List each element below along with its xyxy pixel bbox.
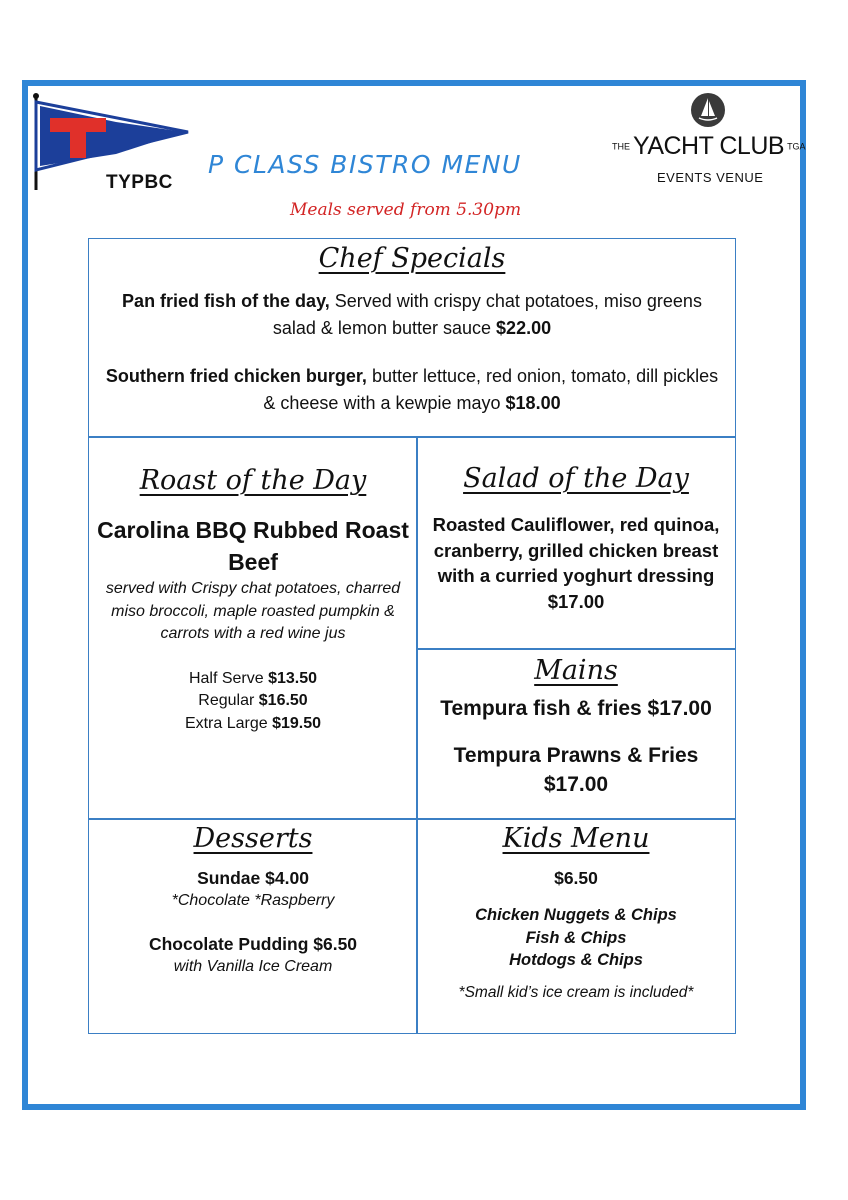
desserts-section <box>88 818 418 1034</box>
kids-item: Hotdogs & Chips <box>509 951 643 969</box>
roast-section <box>88 436 418 820</box>
chef-item-desc: Served with crispy chat potatoes, miso greens <box>334 291 702 311</box>
chef-item-2 <box>89 363 735 417</box>
salad-heading: Salad of the Day <box>463 463 689 494</box>
roast-desc: miso broccoli, maple roasted pumpkin & <box>111 602 395 620</box>
mains-section <box>416 648 736 820</box>
kids-items <box>417 904 735 972</box>
salad-section <box>416 436 736 650</box>
yacht-club-name <box>612 132 806 161</box>
roast-desc: carrots with a red wine jus <box>160 625 346 642</box>
kids-section <box>416 818 736 1034</box>
chef-item-desc: butter lettuce, red onion, tomato, dill pickles <box>371 366 719 386</box>
yc-main: YACHT CLUB <box>633 132 785 160</box>
mains-item: $17.00 <box>543 773 609 796</box>
kids-note: *Small kid’s ice cream is included* <box>458 983 694 1001</box>
kids-price: $6.50 <box>554 868 598 888</box>
dessert-item: Chocolate Pudding $6.50 <box>148 934 358 954</box>
chef-item-price: $22.00 <box>496 318 552 338</box>
menu-grid <box>88 238 740 1034</box>
kids-item: Chicken Nuggets & Chips <box>475 906 677 924</box>
salad-price: $17.00 <box>547 590 605 612</box>
salad-desc: Roasted Cauliflower, red quinoa, cranberry, grilled chicken breast with a curried yoghurt dressing $17.00 <box>417 512 735 614</box>
roast-desc: served with Crispy chat potatoes, charred <box>105 580 401 597</box>
sailboat-icon <box>690 92 726 128</box>
chef-specials-section <box>88 238 736 438</box>
mains-heading: Mains <box>534 655 618 686</box>
yc-tga: TGA <box>787 141 806 152</box>
chef-item-desc: salad & lemon butter sauce <box>272 318 492 338</box>
chef-item-1 <box>89 288 735 342</box>
events-venue: EVENTS VENUE <box>657 170 764 185</box>
roast-name: Beef <box>228 549 278 575</box>
club-code: TYPBC <box>106 172 173 193</box>
dessert-desc: *Chocolate *Raspberry <box>171 892 335 909</box>
dessert-item: Sundae $4.00 <box>197 868 309 888</box>
desserts-heading: Desserts <box>193 823 313 854</box>
mains-item: Tempura fish & fries $17.00 <box>440 697 712 720</box>
roast-heading: Roast of the Day <box>139 465 367 496</box>
dessert-desc: with Vanilla Ice Cream <box>173 958 333 975</box>
roast-price-line: Half Serve $13.50 <box>188 669 318 687</box>
mains-item: Tempura Prawns & Fries <box>453 744 699 767</box>
chef-item-price: $18.00 <box>505 393 561 413</box>
roast-price-line: Regular $16.50 <box>198 692 308 709</box>
roast-price-line: Extra Large $19.50 <box>184 714 322 732</box>
kids-heading: Kids Menu <box>502 823 650 854</box>
chef-specials-heading: Chef Specials <box>318 243 506 274</box>
roast-prices <box>89 668 417 736</box>
roast-name: Carolina BBQ Rubbed Roast <box>97 517 409 543</box>
page-title: P CLASS BISTRO MENU <box>208 150 522 179</box>
chef-item-desc: & cheese with a kewpie mayo <box>263 393 501 413</box>
chef-item-name: Southern fried chicken burger, <box>105 366 367 386</box>
kids-item: Fish & Chips <box>525 928 627 947</box>
served-time: Meals served from 5.30pm <box>290 200 522 220</box>
yc-the: THE <box>612 141 630 152</box>
chef-item-name: Pan fried fish of the day, <box>122 291 330 311</box>
